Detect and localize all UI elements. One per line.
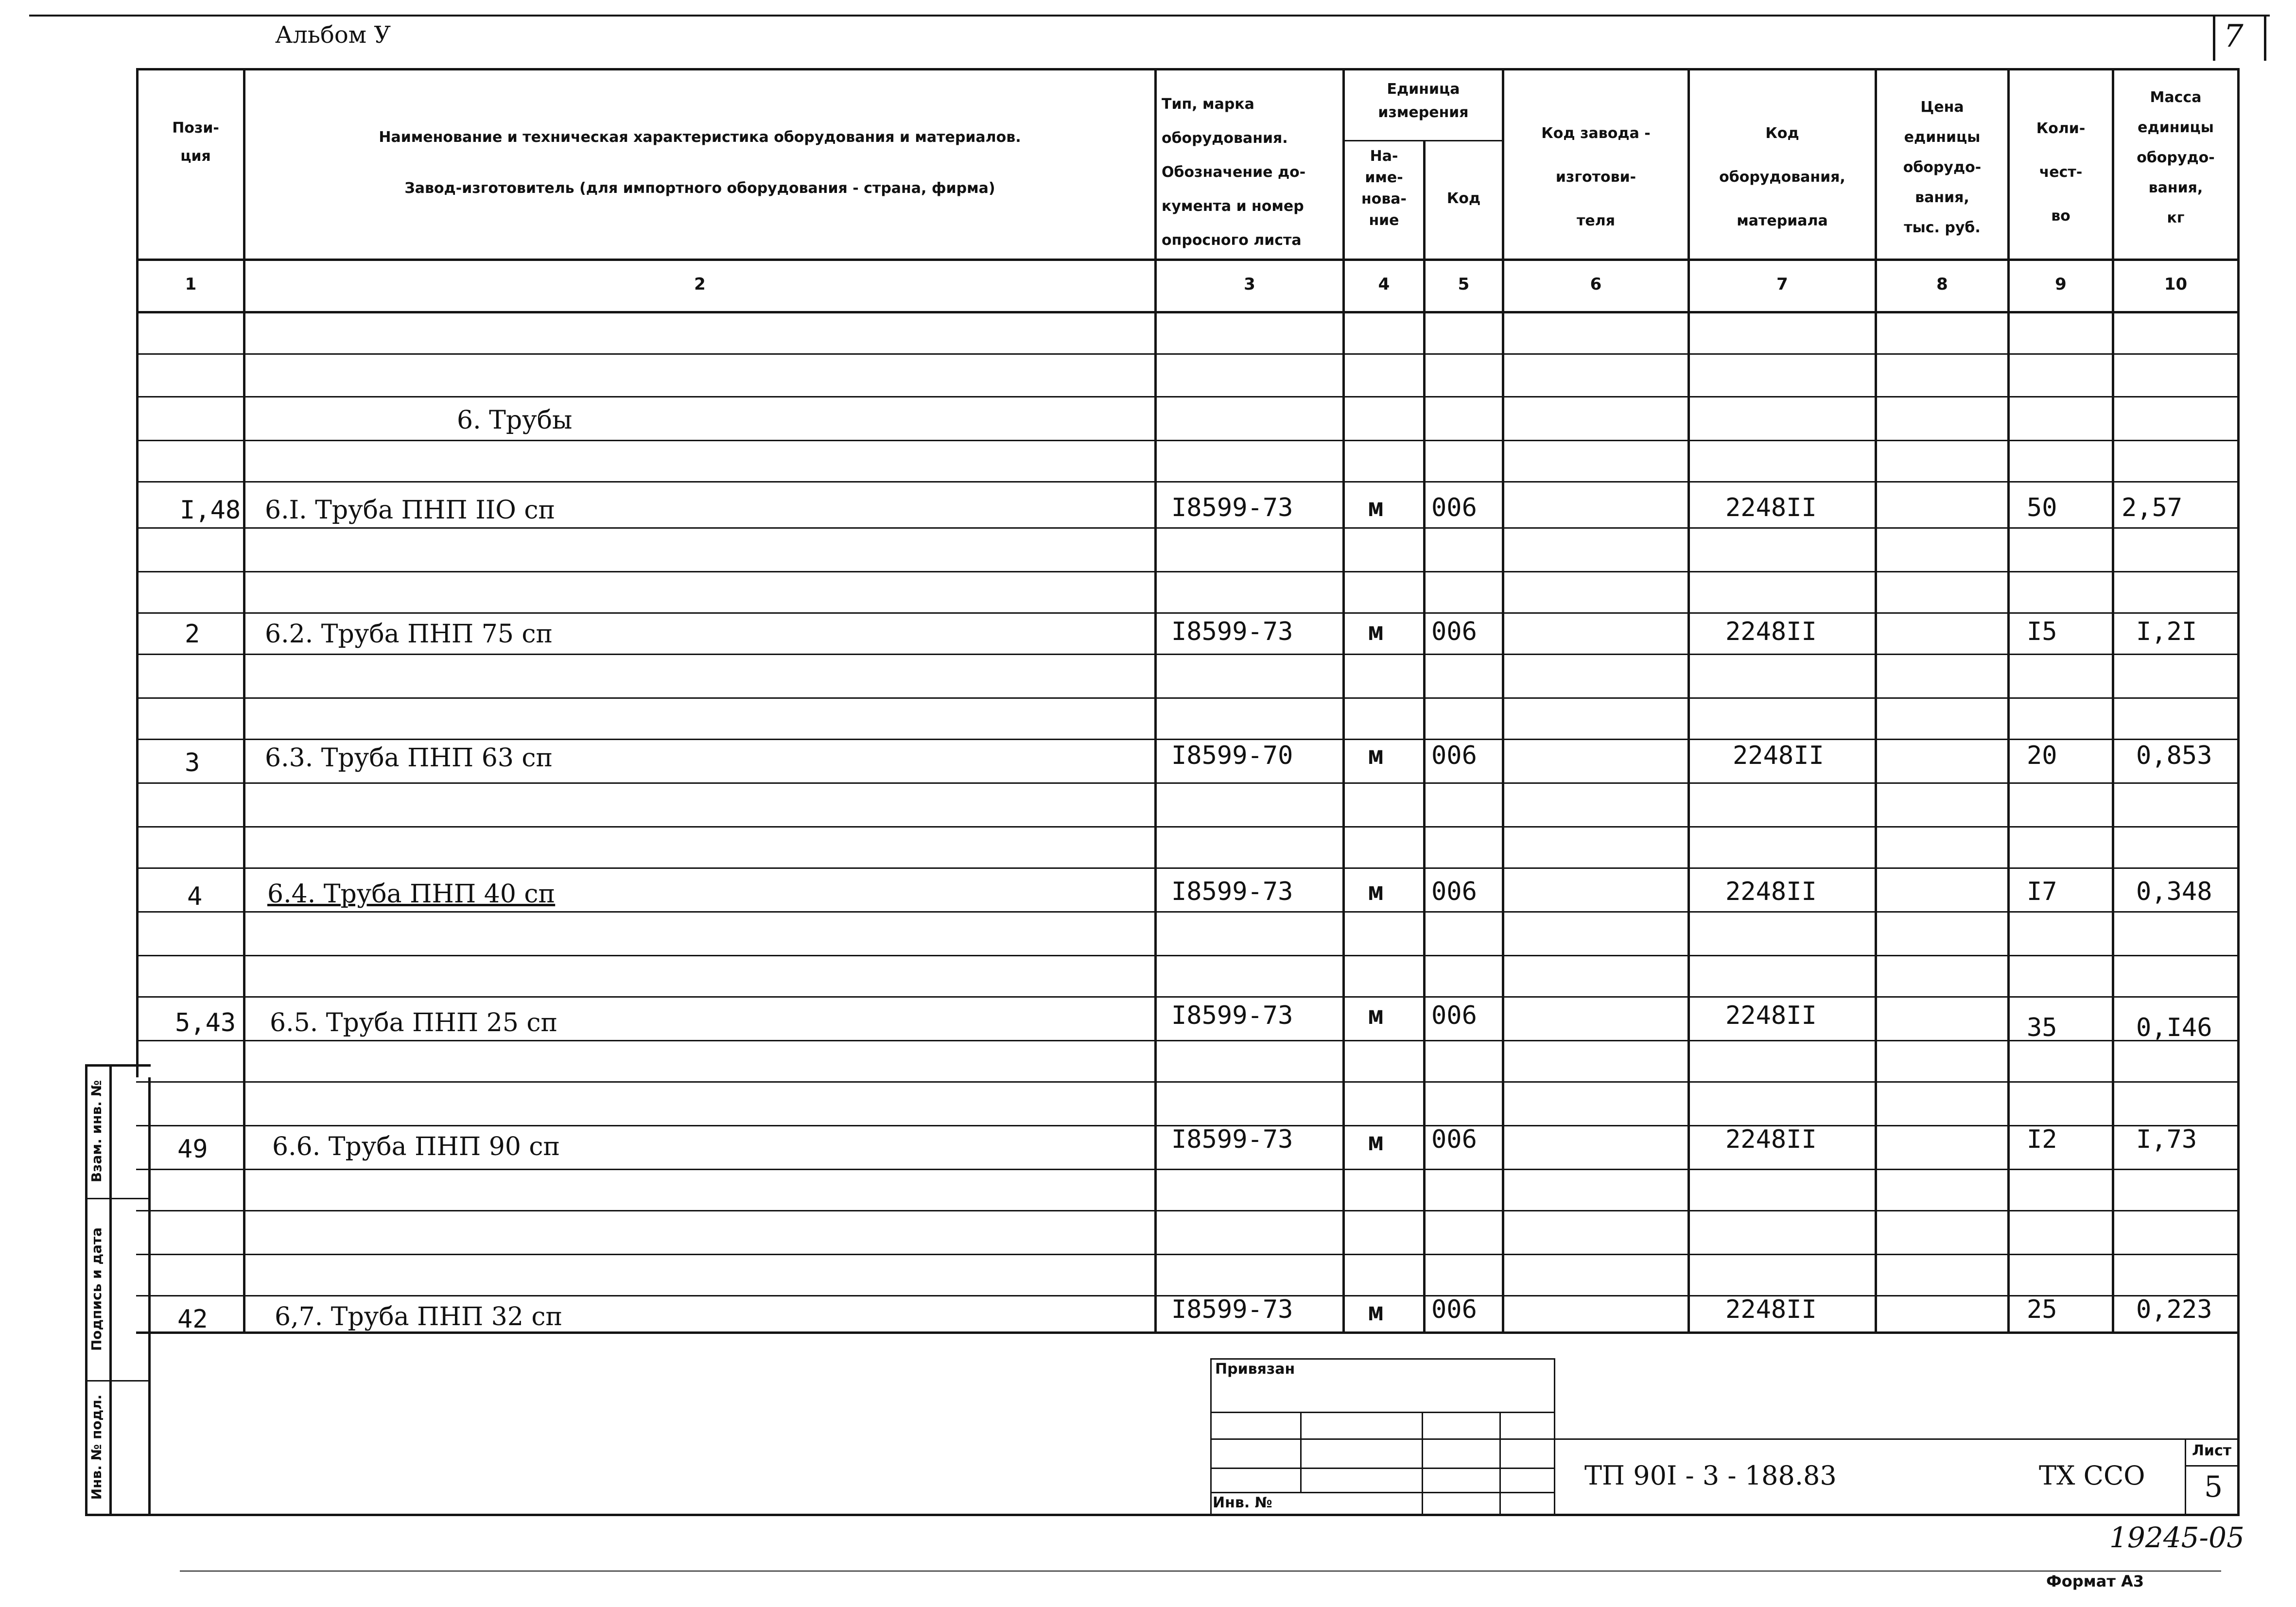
stamp-sheet-label: Лист: [2192, 1442, 2232, 1459]
row-name: 6,7. Труба ПНП 32 сп: [275, 1302, 563, 1331]
row-position: 49: [177, 1135, 208, 1164]
row-name: 6.4. Труба ПНП 40 сп: [267, 880, 556, 909]
album-label: Альбом У: [275, 21, 391, 49]
row-unit-code: 006: [1431, 493, 1477, 522]
row-quantity: 35: [2027, 1013, 2057, 1042]
col-num-5: 5: [1458, 275, 1470, 294]
page-number: 7: [2224, 18, 2244, 54]
header-factory-code: Код завода - изготови- теля: [1541, 125, 1651, 229]
col-num-2: 2: [694, 275, 706, 294]
row-unit: м: [1368, 877, 1384, 906]
row-unit-code: 006: [1431, 1295, 1477, 1324]
row-unit: м: [1368, 493, 1384, 522]
header-unit-name: На- име- нова- ние: [1361, 148, 1407, 229]
row-doc: I8599-73: [1171, 1125, 1293, 1154]
header-material-code: Код оборудования, материала: [1719, 125, 1845, 229]
row-unit-code: 006: [1431, 617, 1477, 646]
stamp-doc-code: ТП 90I - 3 - 188.83: [1584, 1460, 1837, 1491]
row-quantity: 25: [2027, 1295, 2057, 1324]
row-position: 42: [177, 1305, 208, 1334]
row-material-code: 2248II: [1725, 1001, 1817, 1030]
row-name: 6.I. Труба ПНП IIO сп: [265, 496, 556, 525]
side-label-vzam: Взам. инв. №: [88, 1080, 104, 1183]
row-material-code: 2248II: [1725, 617, 1817, 646]
header-name: Наименование и техническая характеристика оборудования и материалов. Завод-изготовитель (для импортного оборудования - страна, фирма): [379, 129, 1021, 197]
side-label-podpis: Подпись и дата: [88, 1227, 104, 1351]
row-unit: м: [1368, 1297, 1384, 1327]
row-material-code: 2248II: [1725, 493, 1817, 522]
side-label-inv-podl: Инв. № подл.: [88, 1394, 104, 1500]
row-mass: 0,223: [2136, 1295, 2212, 1324]
col-num-3: 3: [1244, 275, 1255, 294]
row-position: 2: [185, 620, 200, 649]
stamp-privyazan: Привязан: [1215, 1361, 1295, 1378]
stamp-inv-no: Инв. №: [1213, 1494, 1272, 1511]
header-mass: Масса единицы оборудо- вания, кг: [2137, 89, 2215, 226]
row-quantity: 20: [2027, 741, 2057, 770]
row-position: 3: [185, 748, 200, 778]
row-quantity: I5: [2027, 617, 2057, 646]
row-mass: 0,I46: [2136, 1013, 2212, 1042]
stamp-sheet-code: ТХ ССО: [2039, 1460, 2145, 1491]
row-unit: м: [1368, 1001, 1384, 1030]
row-mass: I,73: [2136, 1125, 2197, 1154]
col-num-9: 9: [2055, 275, 2067, 294]
col-num-4: 4: [1378, 275, 1390, 294]
row-unit-code: 006: [1431, 1001, 1477, 1030]
row-material-code: 2248II: [1725, 877, 1817, 906]
section-title: 6. Трубы: [457, 406, 573, 435]
row-quantity: I7: [2027, 877, 2057, 906]
row-mass: 0,853: [2136, 741, 2212, 770]
row-unit-code: 006: [1431, 741, 1477, 770]
format-label: Формат А3: [2046, 1572, 2144, 1590]
row-material-code: 2248II: [1725, 1125, 1817, 1154]
stamp-sheet-number: 5: [2204, 1470, 2223, 1504]
row-doc: I8599-73: [1171, 1295, 1293, 1324]
row-position: 5,43: [175, 1008, 236, 1037]
handwritten-note: 19245-05: [2109, 1521, 2244, 1554]
row-mass: 0,348: [2136, 877, 2212, 906]
row-name: 6.3. Труба ПНП 63 сп: [265, 743, 553, 773]
row-doc: I8599-73: [1171, 877, 1293, 906]
header-unit-group: Единица измерения: [1378, 81, 1469, 121]
header-doc: Тип, марка оборудования. Обозначение до- кумента и номер опросного листа: [1162, 96, 1306, 249]
col-num-10: 10: [2164, 275, 2188, 294]
header-quantity: Коли- чест- во: [2036, 120, 2086, 225]
col-num-8: 8: [1936, 275, 1948, 294]
row-unit: м: [1368, 741, 1384, 770]
col-num-6: 6: [1590, 275, 1602, 294]
row-material-code: 2248II: [1733, 741, 1824, 770]
row-unit-code: 006: [1431, 877, 1477, 906]
row-doc: I8599-73: [1171, 1001, 1293, 1030]
row-quantity: I2: [2027, 1125, 2057, 1154]
header-unit-code: Код: [1446, 190, 1481, 207]
row-mass: I,2I: [2136, 617, 2197, 646]
row-quantity: 50: [2027, 493, 2057, 522]
col-num-1: 1: [185, 275, 197, 294]
row-unit: м: [1368, 617, 1384, 646]
row-name: 6.6. Труба ПНП 90 сп: [272, 1132, 560, 1161]
row-mass: 2,57: [2122, 493, 2183, 522]
col-num-7: 7: [1776, 275, 1788, 294]
row-material-code: 2248II: [1725, 1295, 1817, 1324]
row-unit: м: [1368, 1127, 1384, 1157]
row-name: 6.5. Труба ПНП 25 сп: [270, 1008, 558, 1037]
header-price: Цена единицы оборудо- вания, тыс. руб.: [1903, 99, 1982, 236]
row-doc: I8599-73: [1171, 493, 1293, 522]
row-name: 6.2. Труба ПНП 75 сп: [265, 620, 553, 649]
row-unit-code: 006: [1431, 1125, 1477, 1154]
row-position: 4: [187, 882, 203, 911]
row-doc: I8599-70: [1171, 741, 1293, 770]
header-position: Пози- ция: [172, 120, 219, 165]
row-position: I,48: [180, 496, 241, 525]
row-doc: I8599-73: [1171, 617, 1293, 646]
